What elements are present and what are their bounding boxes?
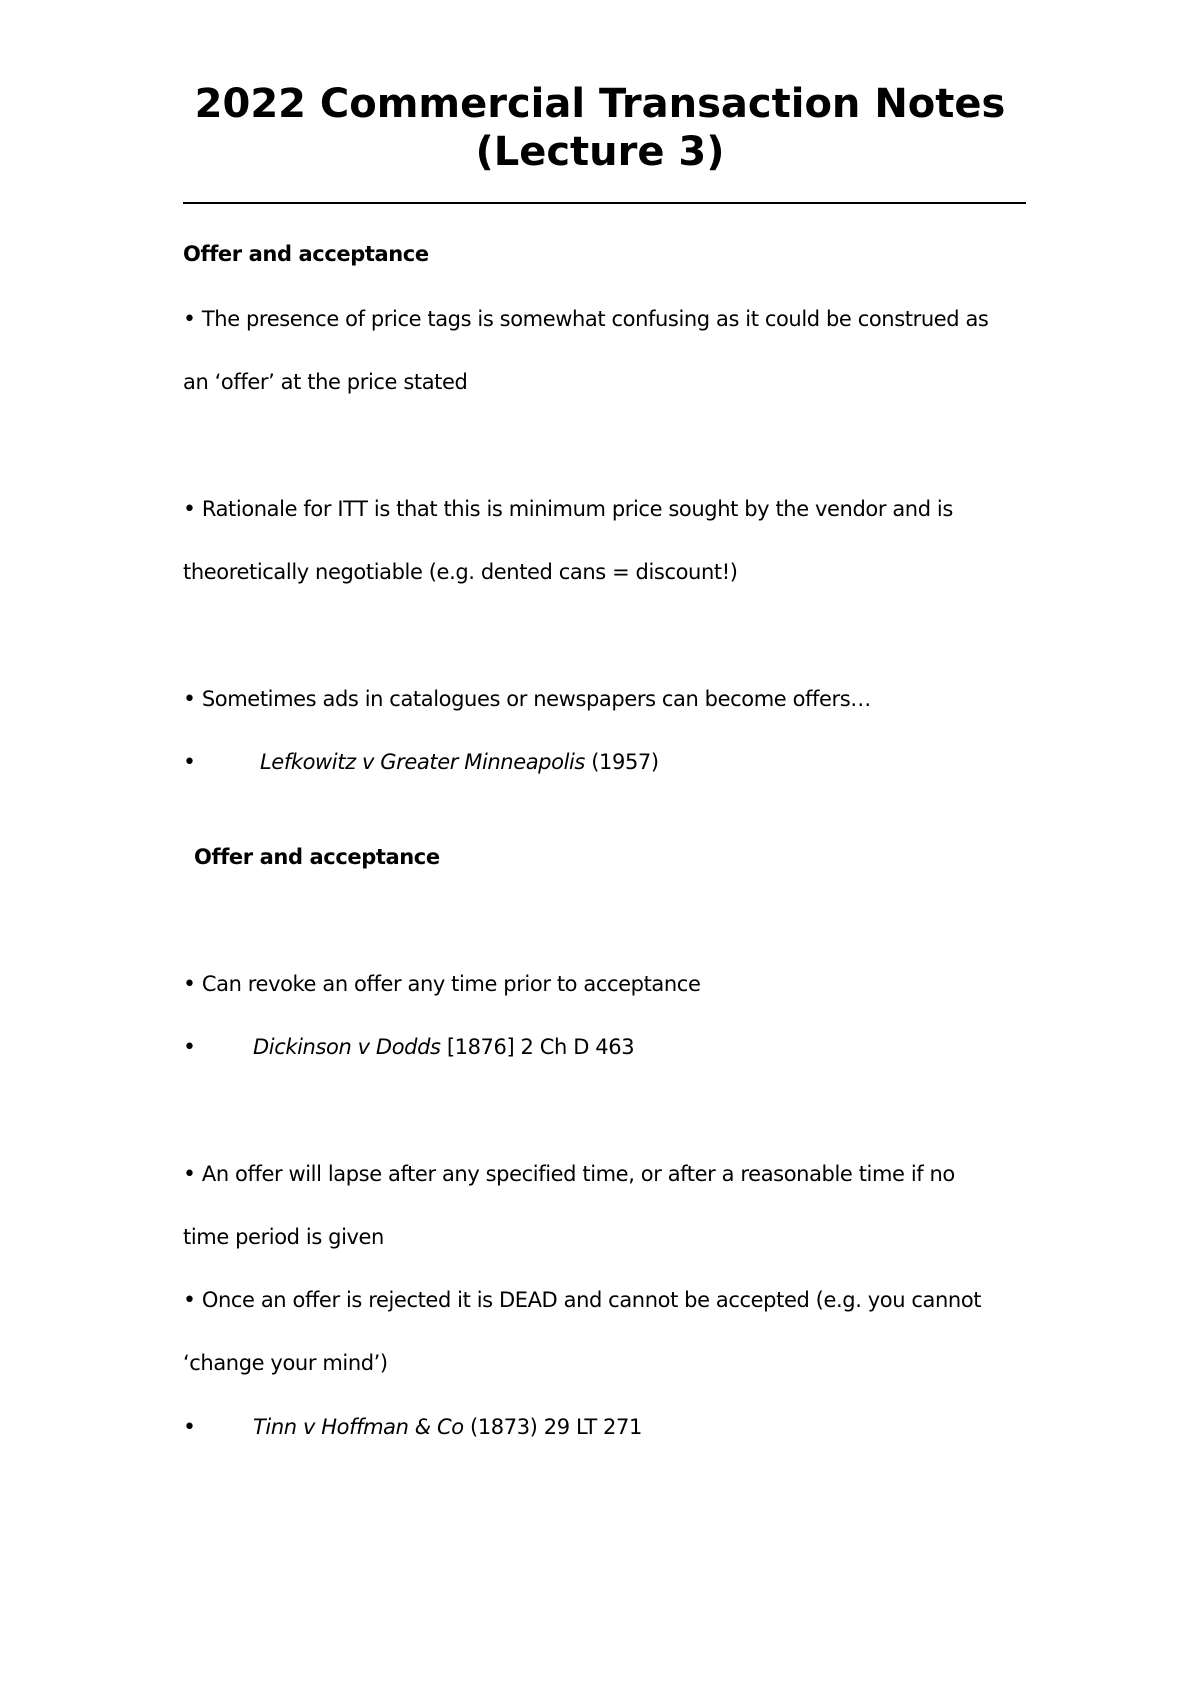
page-title-line-1: 2022 Commercial Transaction Notes bbox=[194, 81, 1006, 127]
section-2-heading: Offer and acceptance bbox=[194, 845, 440, 869]
section-1-item-2-line-1 bbox=[183, 495, 953, 524]
section-2-case-citation-1 bbox=[183, 1033, 634, 1062]
case-name: Lefkowitz v Greater Minneapolis bbox=[260, 750, 585, 774]
section-2-case-citation-2 bbox=[183, 1413, 642, 1442]
section-1-item-1-line-1 bbox=[183, 305, 988, 334]
case-name: Tinn v Hoffman & Co bbox=[253, 1415, 464, 1439]
section-1-item-1-line-2: an ‘offer’ at the price stated bbox=[183, 370, 468, 394]
bullet-icon: • bbox=[183, 1162, 196, 1187]
section-2-item-2-line-2: time period is given bbox=[183, 1225, 384, 1249]
item-text: Rationale for ITT is that this is minimum price sought by the vendor and is bbox=[201, 497, 953, 521]
bullet-icon: • bbox=[183, 1415, 196, 1440]
bullet-icon: • bbox=[183, 750, 196, 775]
section-1-case-citation bbox=[183, 748, 659, 777]
section-2-item-1 bbox=[183, 970, 700, 999]
item-text: Once an offer is rejected it is DEAD and cannot be accepted (e.g. you cannot bbox=[201, 1288, 982, 1312]
case-citation: [1876] 2 Ch D 463 bbox=[440, 1035, 635, 1059]
section-1-heading: Offer and acceptance bbox=[183, 242, 429, 266]
item-text: Can revoke an offer any time prior to acceptance bbox=[201, 972, 701, 996]
item-text: The presence of price tags is somewhat confusing as it could be construed as bbox=[201, 307, 989, 331]
bullet-icon: • bbox=[183, 497, 196, 522]
section-1-item-3 bbox=[183, 685, 871, 714]
bullet-icon: • bbox=[183, 307, 196, 332]
section-2-item-2-line-1 bbox=[183, 1160, 955, 1189]
bullet-icon: • bbox=[183, 1288, 196, 1313]
title-divider bbox=[183, 202, 1026, 204]
case-citation: (1957) bbox=[584, 750, 659, 774]
section-2-item-3-line-2: ‘change your mind’) bbox=[183, 1351, 388, 1375]
item-text: Sometimes ads in catalogues or newspapers can become offers… bbox=[201, 687, 871, 711]
bullet-icon: • bbox=[183, 1035, 196, 1060]
bullet-icon: • bbox=[183, 972, 196, 997]
bullet-icon: • bbox=[183, 687, 196, 712]
case-name: Dickinson v Dodds bbox=[253, 1035, 441, 1059]
page-title bbox=[180, 80, 1020, 176]
section-2-item-3-line-1 bbox=[183, 1286, 981, 1315]
page-title-line-2: (Lecture 3) bbox=[475, 129, 725, 175]
case-citation: (1873) 29 LT 271 bbox=[463, 1415, 642, 1439]
section-1-item-2-line-2: theoretically negotiable (e.g. dented cans = discount!) bbox=[183, 560, 738, 584]
item-text: An offer will lapse after any specified time, or after a reasonable time if no bbox=[201, 1162, 955, 1186]
